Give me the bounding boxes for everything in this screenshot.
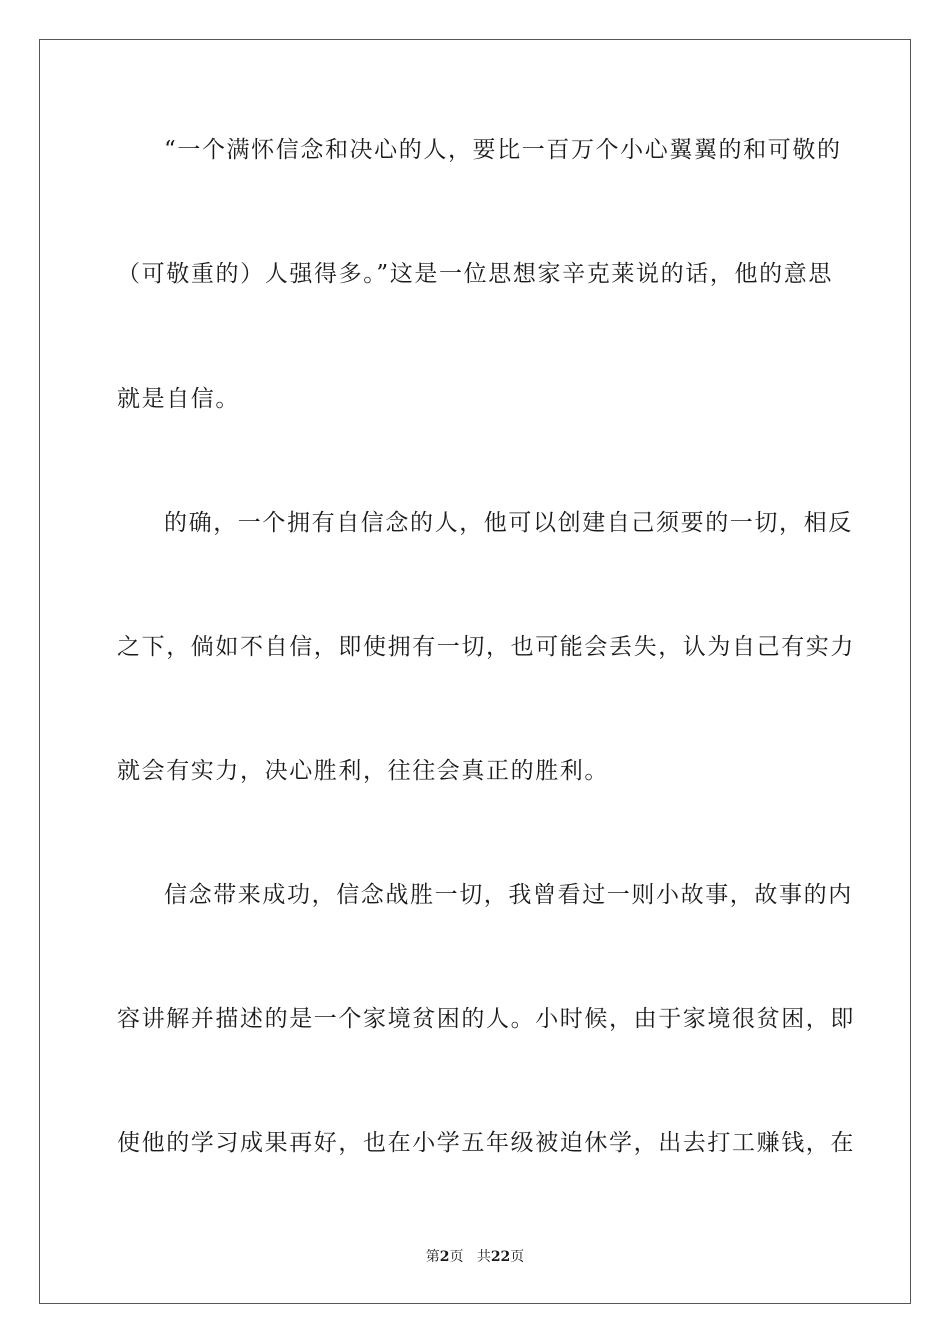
paragraph-line: “一个满怀信念和决心的人，要比一百万个小心翼翼的和可敬的 (164, 137, 842, 163)
footer-total-prefix: 共 (476, 1249, 491, 1265)
footer-page-number: 2 (439, 1249, 450, 1265)
paragraph-line: 使他的学习成果再好，也在小学五年级被迫休学，出去打工赚钱，在 (117, 1130, 855, 1156)
page-frame (39, 39, 911, 1304)
paragraph-line: 的确，一个拥有自信念的人，他可以创建自己须要的一切，相反 (164, 510, 853, 536)
page-footer (0, 1248, 950, 1266)
paragraph-line: 之下，倘如不自信，即使拥有一切，也可能会丢失，认为自己有实力 (117, 634, 855, 660)
footer-page-suffix: 页 (449, 1249, 464, 1265)
footer-total-suffix: 页 (510, 1249, 525, 1265)
paragraph-line: 容讲解并描述的是一个家境贫困的人。小时候，由于家境很贫困，即 (117, 1006, 855, 1032)
paragraph-line: （可敬重的）人强得多。”这是一位思想家辛克莱说的话，他的意思 (117, 261, 833, 287)
paragraph-line: 就是自信。 (117, 386, 240, 412)
footer-total-pages: 22 (490, 1249, 511, 1265)
footer-page-prefix: 第 (425, 1249, 440, 1265)
paragraph-line: 信念带来成功，信念战胜一切，我曾看过一则小故事，故事的内 (164, 882, 853, 908)
paragraph-line: 就会有实力，决心胜利，往往会真正的胜利。 (117, 758, 609, 784)
